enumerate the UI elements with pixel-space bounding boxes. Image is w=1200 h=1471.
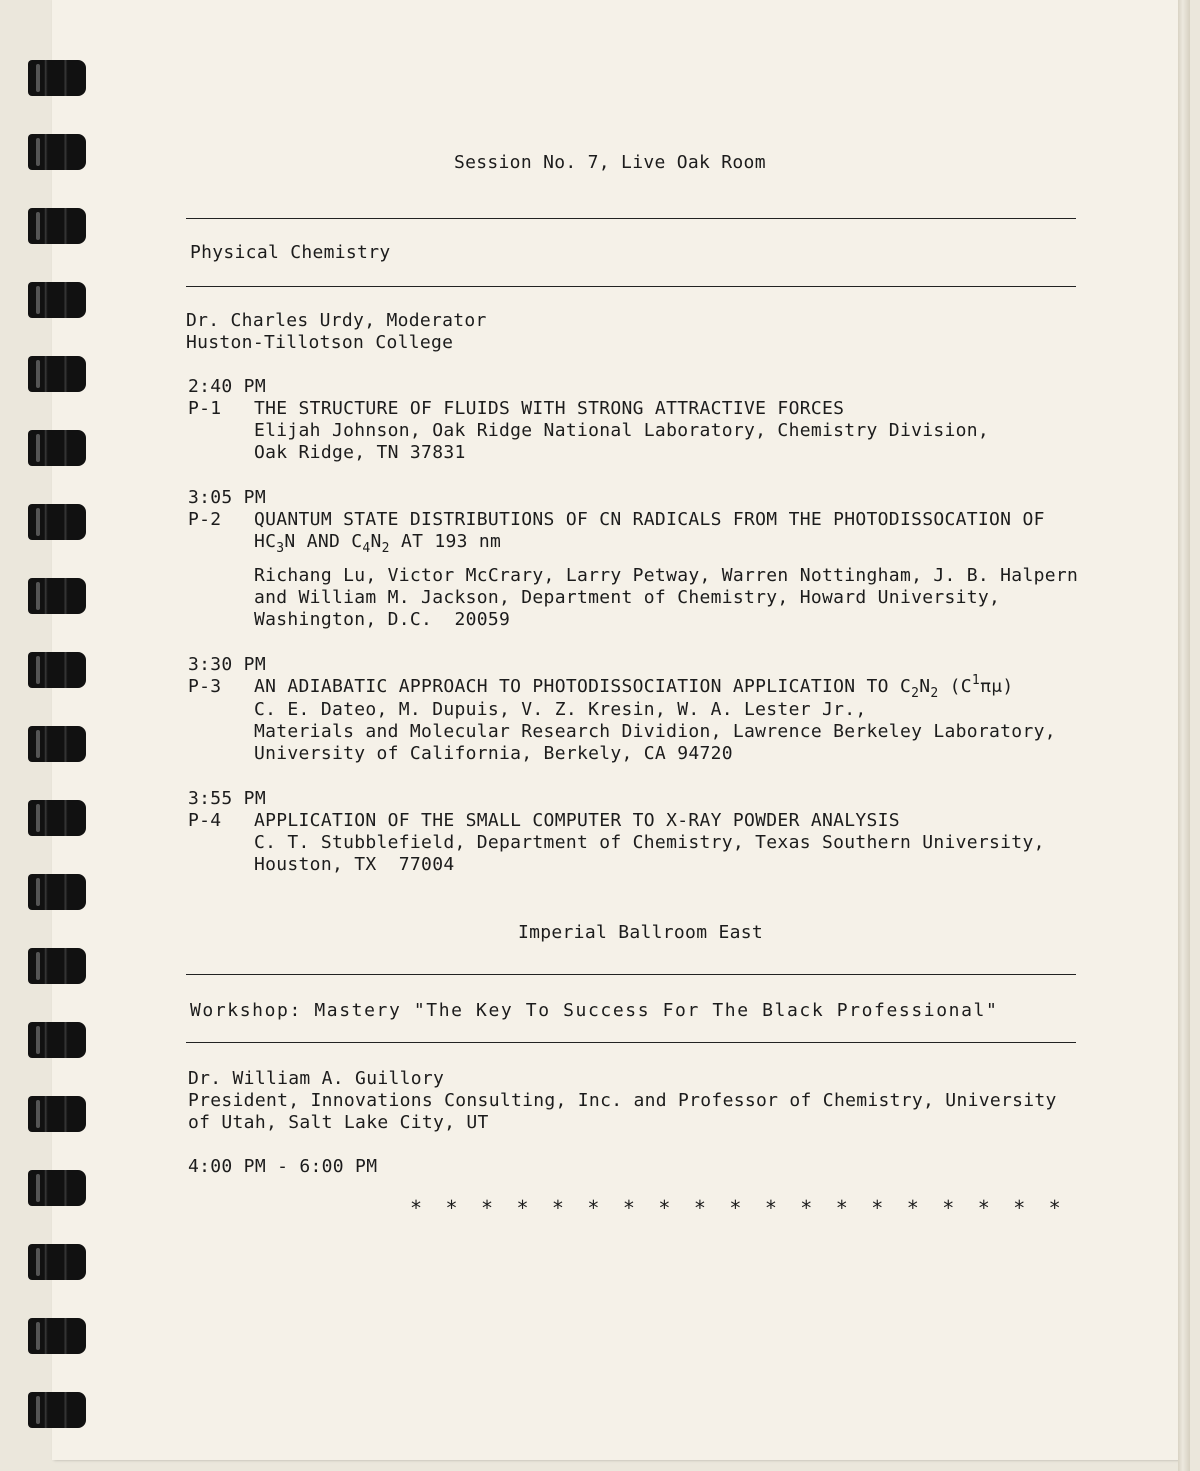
talk-time: 3:30 PM [188, 654, 266, 675]
page-edge [1178, 0, 1190, 1471]
talk-authors: Elijah Johnson, Oak Ridge National Laboratory, Chemistry Division, [254, 420, 990, 441]
talk-authors: Richang Lu, Victor McCrary, Larry Petway, Warren Nottingham, J. B. Halpern [254, 565, 1079, 586]
asterisk-divider: * * * * * * * * * * * * * * * * * * * [410, 1196, 1067, 1220]
moderator-name: Dr. Charles Urdy, Moderator [186, 310, 487, 331]
divider-line [186, 1042, 1076, 1043]
talk-authors: C. T. Stubblefield, Department of Chemistry, Texas Southern University, [254, 832, 1045, 853]
section-title: Physical Chemistry [190, 242, 391, 263]
speaker-affiliation: President, Innovations Consulting, Inc. and Professor of Chemistry, University [188, 1090, 1057, 1111]
room-title: Imperial Ballroom East [518, 922, 764, 943]
talk-authors: C. E. Dateo, M. Dupuis, V. Z. Kresin, W. A. Lester Jr., [254, 699, 867, 720]
talk-authors: University of California, Berkely, CA 94720 [254, 743, 733, 764]
talk-title: THE STRUCTURE OF FLUIDS WITH STRONG ATTRACTIVE FORCES [254, 398, 845, 419]
divider-line [186, 286, 1076, 287]
talk-authors: Oak Ridge, TN 37831 [254, 442, 466, 463]
moderator-affiliation: Huston-Tillotson College [186, 332, 454, 353]
talk-title-formula: $HC_3N$ AND $C_4N_2$ AT 193 nm [254, 531, 502, 556]
talk-time: 2:40 PM [188, 376, 266, 397]
workshop-time: 4:00 PM - 6:00 PM [188, 1156, 378, 1177]
talk-code: P-1 [188, 398, 222, 419]
talk-authors: Houston, TX 77004 [254, 854, 455, 875]
talk-title: QUANTUM STATE DISTRIBUTIONS OF CN RADICALS FROM THE PHOTODISSOCATION OF [254, 509, 1045, 530]
spiral-binding [28, 50, 88, 1430]
speaker-name: Dr. William A. Guillory [188, 1068, 445, 1089]
workshop-title: Workshop: Mastery "The Key To Success For The Black Professional" [190, 1000, 999, 1021]
talk-title: AN ADIABATIC APPROACH TO PHOTODISSOCIATION APPLICATION TO $C_2N_2$ $(C^1\pi\mu)$ [254, 673, 1014, 701]
talk-time: 3:55 PM [188, 788, 266, 809]
session-header: Session No. 7, Live Oak Room [454, 152, 766, 173]
talk-code: P-2 [188, 509, 222, 530]
talk-authors: Washington, D.C. 20059 [254, 609, 511, 630]
talk-code: P-4 [188, 810, 222, 831]
talk-authors: Materials and Molecular Research Dividion, Lawrence Berkeley Laboratory, [254, 721, 1056, 742]
talk-title: APPLICATION OF THE SMALL COMPUTER TO X-RAY POWDER ANALYSIS [254, 810, 900, 831]
talk-code: P-3 [188, 676, 222, 697]
talk-authors: and William M. Jackson, Department of Chemistry, Howard University, [254, 587, 1001, 608]
talk-time: 3:05 PM [188, 487, 266, 508]
speaker-affiliation: of Utah, Salt Lake City, UT [188, 1112, 489, 1133]
divider-line [186, 974, 1076, 975]
divider-line [186, 218, 1076, 219]
